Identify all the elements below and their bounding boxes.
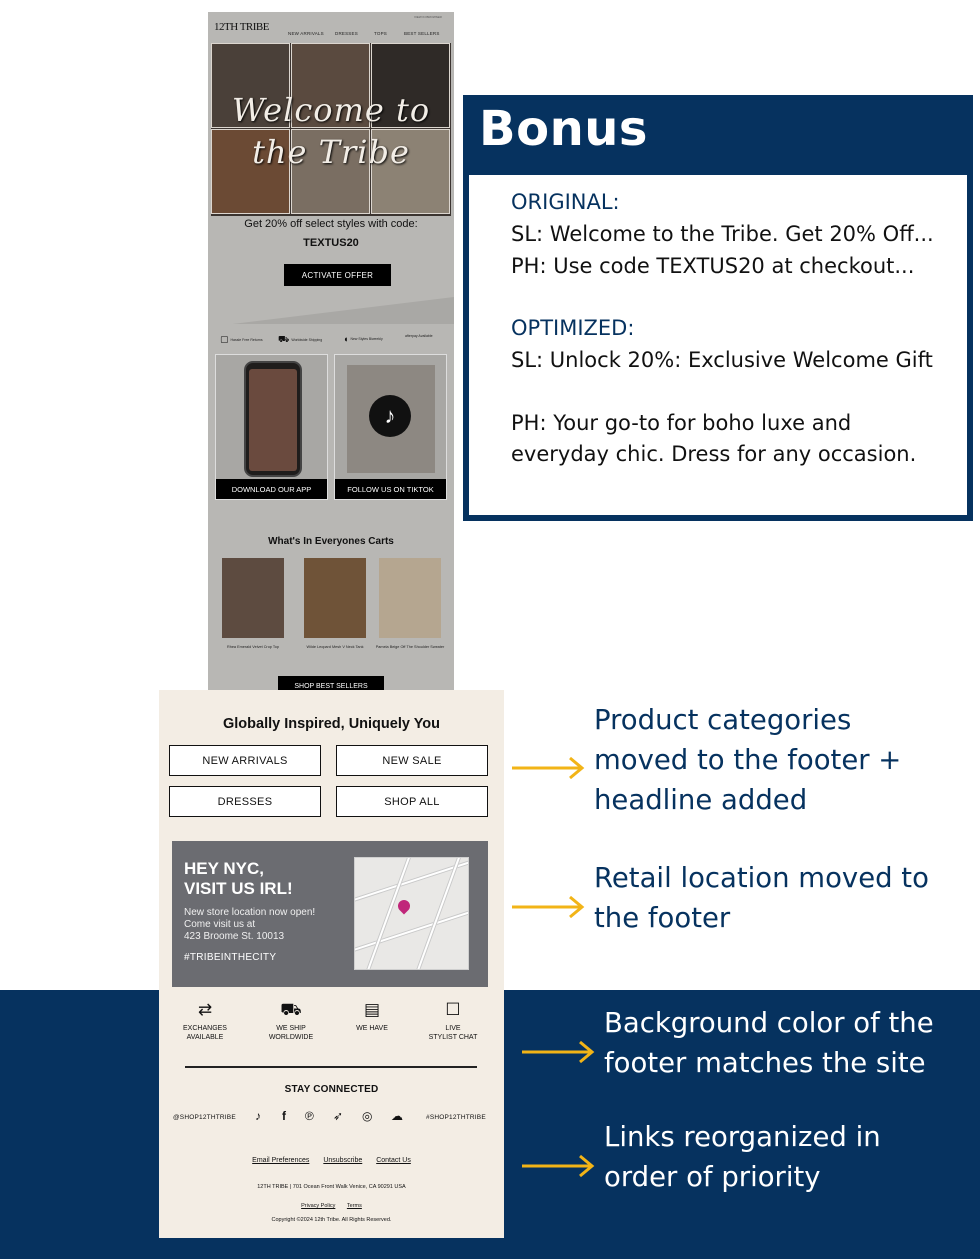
perk-afterpay: afterpay Available (405, 334, 433, 338)
pinterest-icon[interactable]: ℗ (305, 1109, 314, 1123)
map-road (361, 857, 413, 970)
perks-row (208, 324, 454, 354)
facebook-icon[interactable]: f (282, 1109, 286, 1123)
store-description: New store location now open! Come visit us at 423 Broome St. 10013 (184, 907, 316, 942)
store-heading: HEY NYC, VISIT US IRL! (184, 859, 293, 899)
product-image[interactable] (222, 558, 284, 638)
tiktok-icon: ♪ (369, 395, 411, 437)
email-footer-section (159, 690, 504, 1238)
twitter-icon[interactable]: ➶ (333, 1109, 344, 1123)
perk-ship-worldwide: ⛟ WE SHIP WORLDWIDE (253, 1000, 329, 1042)
tiktok-icon[interactable]: ♪ (255, 1109, 261, 1123)
nav-dresses[interactable]: DRESSES (335, 31, 358, 36)
leaf-icon: ◖ (343, 334, 349, 344)
download-app-card[interactable] (215, 354, 328, 500)
footer-links (159, 1157, 504, 1164)
annotation-categories: Product categories moved to the footer + headline added (594, 704, 902, 816)
contact-us-link[interactable]: Contact Us (376, 1157, 411, 1164)
truck-icon: ⛟ (280, 1000, 302, 1019)
optimized-preheader-line1: PH: Your go-to for boho luxe and (511, 411, 852, 435)
perk-we-have: ▤ WE HAVE (334, 1000, 410, 1034)
original-subject-line: SL: Welcome to the Tribe. Get 20% Off... (511, 222, 934, 246)
optimized-preheader-line2: everyday chic. Dress for any occasion. (511, 442, 917, 466)
store-location-block[interactable] (172, 841, 488, 987)
footer-divider (185, 1066, 477, 1068)
truck-icon: ⛟ (278, 334, 290, 344)
activate-offer-button[interactable]: ACTIVATE OFFER (284, 264, 391, 286)
exchange-icon: ⇄ (197, 1000, 213, 1019)
box-icon: ▢ (220, 334, 229, 344)
hero-banner[interactable] (211, 43, 451, 216)
instagram-icon[interactable]: ◎ (362, 1109, 373, 1123)
company-address: 12TH TRIBE | 701 Ocean Front Walk Venice, CA 90291 USA (257, 1184, 406, 1190)
optimized-heading: OPTIMIZED: (511, 316, 635, 340)
perk-live-chat: ☐ LIVE STYLIST CHAT (415, 1000, 491, 1042)
offer-code: TEXTUS20 (303, 237, 359, 249)
perk-returns: ▢ Hassle Free Returns (220, 334, 263, 344)
stay-connected-heading: STAY CONNECTED (284, 1084, 379, 1095)
copyright: Copyright ©2024 12th Tribe. All Rights Reserved. (271, 1217, 392, 1223)
arrow-links-icon (520, 1153, 596, 1179)
annotation-location: Retail location moved to the footer (594, 862, 929, 934)
product-name[interactable]: Wilde Leopard Mesh V Neck Tank (306, 645, 364, 649)
product-name[interactable]: Rhea Emerald Velvet Crop Top (226, 645, 280, 649)
arrow-categories-icon (510, 755, 586, 781)
email-header (208, 12, 454, 42)
map-pin-icon (396, 898, 413, 915)
hero-title-line2: the Tribe (252, 133, 410, 171)
perk-shipping: ⛟ Worldwide Shipping (278, 334, 323, 344)
download-app-label[interactable]: DOWNLOAD OUR APP (216, 479, 327, 499)
diagonal-divider (208, 297, 454, 327)
map-road (354, 906, 469, 953)
view-in-browser-link[interactable]: VIEW IN BROWSER (414, 15, 442, 19)
optimized-subject-line: SL: Unlock 20%: Exclusive Welcome Gift (511, 348, 933, 372)
follow-tiktok-label[interactable]: FOLLOW US ON TIKTOK (335, 479, 446, 499)
new-arrivals-button[interactable]: NEW ARRIVALS (169, 745, 321, 776)
hero-title-line1: Welcome to (231, 91, 431, 129)
shop-best-sellers-button[interactable]: SHOP BEST SELLERS (278, 676, 384, 690)
arrow-background-icon (520, 1039, 596, 1065)
offer-text: Get 20% off select styles with code: (244, 218, 418, 230)
product-name[interactable]: Pamela Beige Off The Shoulder Sweater (375, 645, 445, 649)
store-hashtag: #TRIBEINTHECITY (184, 952, 277, 963)
hashtag-handle[interactable]: #SHOP12THTRIBE (426, 1114, 486, 1121)
perk-exchanges: ⇄ EXCHANGES AVAILABLE (167, 1000, 243, 1042)
bonus-title: Bonus (479, 101, 648, 157)
product-image[interactable] (304, 558, 366, 638)
phone-mockup (244, 361, 302, 477)
nav-new-arrivals[interactable]: NEW ARRIVALS (288, 31, 324, 36)
email-top-section (208, 12, 454, 690)
legal-links (159, 1203, 504, 1209)
nav-best-sellers[interactable]: BEST SELLERS (404, 31, 440, 36)
terms-link[interactable]: Terms (346, 1203, 362, 1209)
original-heading: ORIGINAL: (511, 190, 620, 214)
privacy-policy-link[interactable]: Privacy Policy (301, 1203, 336, 1209)
carts-title: What's In Everyones Carts (268, 536, 394, 547)
annotation-background: Background color of the footer matches the site (604, 1007, 934, 1079)
original-preheader: PH: Use code TEXTUS20 at checkout... (511, 254, 915, 278)
perk-new-styles: ◖ New Styles Biweekly (343, 334, 383, 344)
bonus-body (469, 175, 967, 515)
shop-all-button[interactable]: SHOP ALL (336, 786, 488, 817)
brand-logo[interactable]: 12TH TRIBE (214, 21, 269, 33)
bonus-panel (463, 95, 973, 521)
tiktok-card[interactable] (334, 354, 447, 500)
annotation-links: Links reorganized in order of priority (604, 1121, 881, 1193)
product-image[interactable] (379, 558, 441, 638)
unsubscribe-link[interactable]: Unsubscribe (323, 1157, 363, 1164)
store-map[interactable] (354, 857, 469, 970)
arrow-location-icon (510, 894, 586, 920)
footer-headline: Globally Inspired, Uniquely You (223, 716, 440, 732)
chat-icon: ☐ (445, 1000, 461, 1019)
nav-tops[interactable]: TOPS (374, 31, 387, 36)
email-preferences-link[interactable]: Email Preferences (252, 1157, 310, 1164)
snapchat-icon[interactable]: ☁ (391, 1109, 403, 1123)
dresses-button[interactable]: DRESSES (169, 786, 321, 817)
cards-icon: ▤ (363, 1000, 381, 1019)
instagram-handle[interactable]: @SHOP12THTRIBE (173, 1114, 236, 1121)
phone-screen (249, 369, 297, 471)
new-sale-button[interactable]: NEW SALE (336, 745, 488, 776)
